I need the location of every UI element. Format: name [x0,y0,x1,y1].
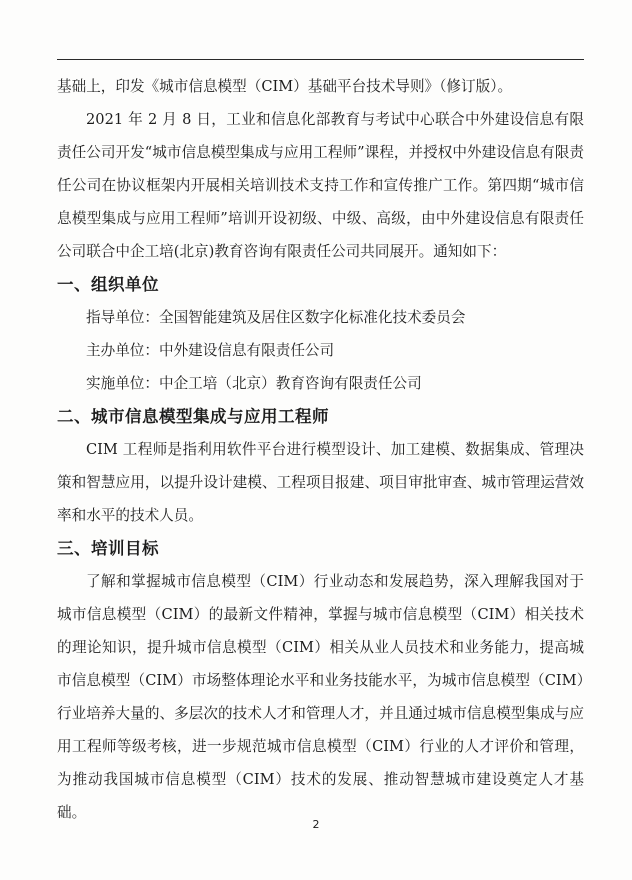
document-body [57,70,584,829]
intro-paragraph-continued: 基础上，印发《城市信息模型（CIM）基础平台技术导则》（修订版）。 [57,78,513,95]
section-heading-organizers: 一、组织单位 [57,275,159,294]
organizer-guiding-unit: 指导单位：全国智能建筑及居住区数字化标准化技术委员会 [86,309,466,326]
section-heading-training-goals: 三、培训目标 [57,539,159,558]
header-rule [57,59,584,60]
page-number: 2 [312,818,320,831]
intro-paragraph: 2021 年 2 月 8 日，工业和信息化部教育与考试中心联合中外建设信息有限责任公司开发“城市信息模型集成与应用工程师”课程，并授权中外建设信息有限责任公司在协议框架内开展相关培训技术支持工作和宣传推广工作。第四期“城市信息模型集成与应用工程师”培训开设初级、中级、高级，由中外建设信息有限责任公司联合中企工培(北京)教育咨询有限责任公司共同展开。通知如下： [57,111,584,260]
organizer-implementing-unit: 实施单位：中企工培（北京）教育咨询有限责任公司 [86,375,422,392]
organizer-host-unit: 主办单位：中外建设信息有限责任公司 [86,342,335,359]
section-heading-cim-engineer: 二、城市信息模型集成与应用工程师 [57,407,329,426]
training-goals-paragraph: 了解和掌握城市信息模型（CIM）行业动态和发展趋势，深入理解我国对于城市信息模型（CIM）的最新文件精神，掌握与城市信息模型（CIM）相关技术的理论知识，提升城市信息模型（CIM）相关从业人员技术和业务能力，提高城市信息模型（CIM）市场整体理论水平和业务技能水平，为城市信息模型（CIM）行业培养大量的、多层次的技术人才和管理人才，并且通过城市信息模型集成与应用工程师等级考核，进一步规范城市信息模型（CIM）行业的人才评价和管理，为推动我国城市信息模型（CIM）技术的发展、推动智慧城市建设奠定人才基础。 [57,573,584,821]
cim-engineer-definition: CIM 工程师是指利用软件平台进行模型设计、加工建模、数据集成、管理决策和智慧应用，以提升设计建模、工程项目报建、项目审批审查、城市管理运营效率和水平的技术人员。 [57,441,584,524]
